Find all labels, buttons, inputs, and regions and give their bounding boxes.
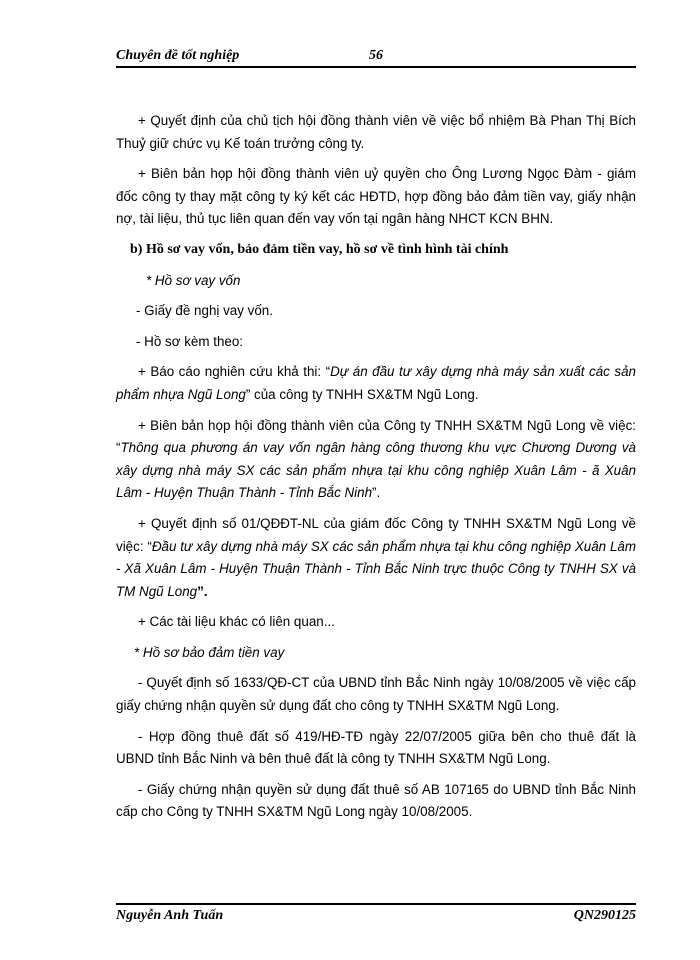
paragraph-board-minutes [116, 415, 636, 505]
section-heading-b: b) Hồ sơ vay vốn, bảo đảm tiền vay, hồ sơ về tình hình tài chính [130, 241, 509, 257]
subheading-loan-dossier: * Hồ sơ vay vốn [146, 272, 241, 288]
paragraph-other-documents: + Các tài liệu khác có liên quan... [138, 614, 335, 630]
feasibility-report-lead: + Báo cáo nghiên cứu khả thi: “ [138, 364, 331, 380]
director-decision-subject: Đầu tư xây dựng nhà máy SX các sản phẩm nhựa tại khu công nghiệp Xuân Lâm - Xã Xuân Lâm - Huyện Thuận Thành - Tỉnh Bắc Ninh trực thuộc Công ty TNHH SX và TM Ngũ Long [116, 538, 636, 599]
page-footer [116, 908, 636, 928]
paragraph-authorization-minutes: + Biên bản họp hội đồng thành viên uỷ quyền cho Ông Lương Ngọc Đàm - giám đốc công ty thay mặt công ty ký kết các HĐTD, hợp đồng bảo đảm tiền vay, giấy nhận nợ, tài liệu, thủ tục liên quan đến vay vốn tại ngân hàng NHCT KCN BHN. [116, 166, 636, 227]
director-decision-tail: ”. [197, 583, 208, 599]
paragraph-director-decision [116, 513, 636, 603]
director-decision-lead: + Quyết định số 01/QĐĐT-NL của giám đốc Công ty TNHH SX&TM Ngũ Long về việc: “ [116, 515, 636, 554]
paragraph-feasibility-report [116, 361, 636, 406]
feasibility-report-tail: ” của công ty TNHH SX&TM Ngũ Long. [245, 386, 479, 402]
page-number: 56 [369, 48, 383, 63]
list-item-attachments: - Hồ sơ kèm theo: [136, 333, 244, 349]
footer-author: Nguyễn Anh Tuấn [116, 908, 224, 923]
footer-rule [116, 903, 636, 905]
header-title: Chuyên đề tốt nghiệp [116, 48, 240, 63]
header-rule [116, 66, 636, 68]
feasibility-report-title: Dự án đầu tư xây dựng nhà máy sản xuất các sản phẩm nhựa Ngũ Long [116, 364, 636, 402]
paragraph-decision-chief-accountant: + Quyết định của chủ tịch hội đồng thành viên về việc bổ nhiệm Bà Phan Thị Bích Thuỷ giữ chức vụ Kế toán trưởng công ty. [116, 113, 636, 151]
board-minutes-tail: ”. [372, 485, 381, 501]
page-header [116, 46, 636, 66]
paragraph-land-lease-contract: - Hợp đồng thuê đất số 419/HĐ-TĐ ngày 22/07/2005 giữa bên cho thuê đất là UBND tỉnh Bắc Ninh và bên thuê đất là công ty TNHH SX&TM Ngũ Long. [116, 728, 636, 767]
board-minutes-lead: + Biên bản họp hội đồng thành viên của Công ty TNHH SX&TM Ngũ Long về việc: “ [116, 417, 636, 456]
footer-student-code: QN290125 [573, 908, 636, 923]
subheading-collateral-dossier: * Hồ sơ bảo đảm tiền vay [134, 644, 285, 660]
document-body [116, 110, 636, 832]
paragraph-land-decision: - Quyết định số 1633/QĐ-CT của UBND tỉnh Bắc Ninh ngày 10/08/2005 về việc cấp giấy chứng nhận quyền sử dụng đất cho công ty TNHH SX&TM Ngũ Long. [116, 675, 636, 714]
list-item-loan-request: - Giấy đề nghị vay vốn. [136, 303, 273, 319]
paragraph-land-use-certificate: - Giấy chứng nhận quyền sử dụng đất thuê số AB 107165 do UBND tỉnh Bắc Ninh cấp cho Công ty TNHH SX&TM Ngũ Long ngày 10/08/2005. [116, 781, 636, 820]
board-minutes-subject: Thông qua phương án vay vốn ngân hàng công thương khu vực Chương Dương và xây dựng nhà máy SX các sản phẩm nhựa tại khu công nghiệp Xuân Lâm - ã Xuân Lâm - Huyện Thuận Thành - Tỉnh Bắc Ninh [116, 440, 636, 501]
